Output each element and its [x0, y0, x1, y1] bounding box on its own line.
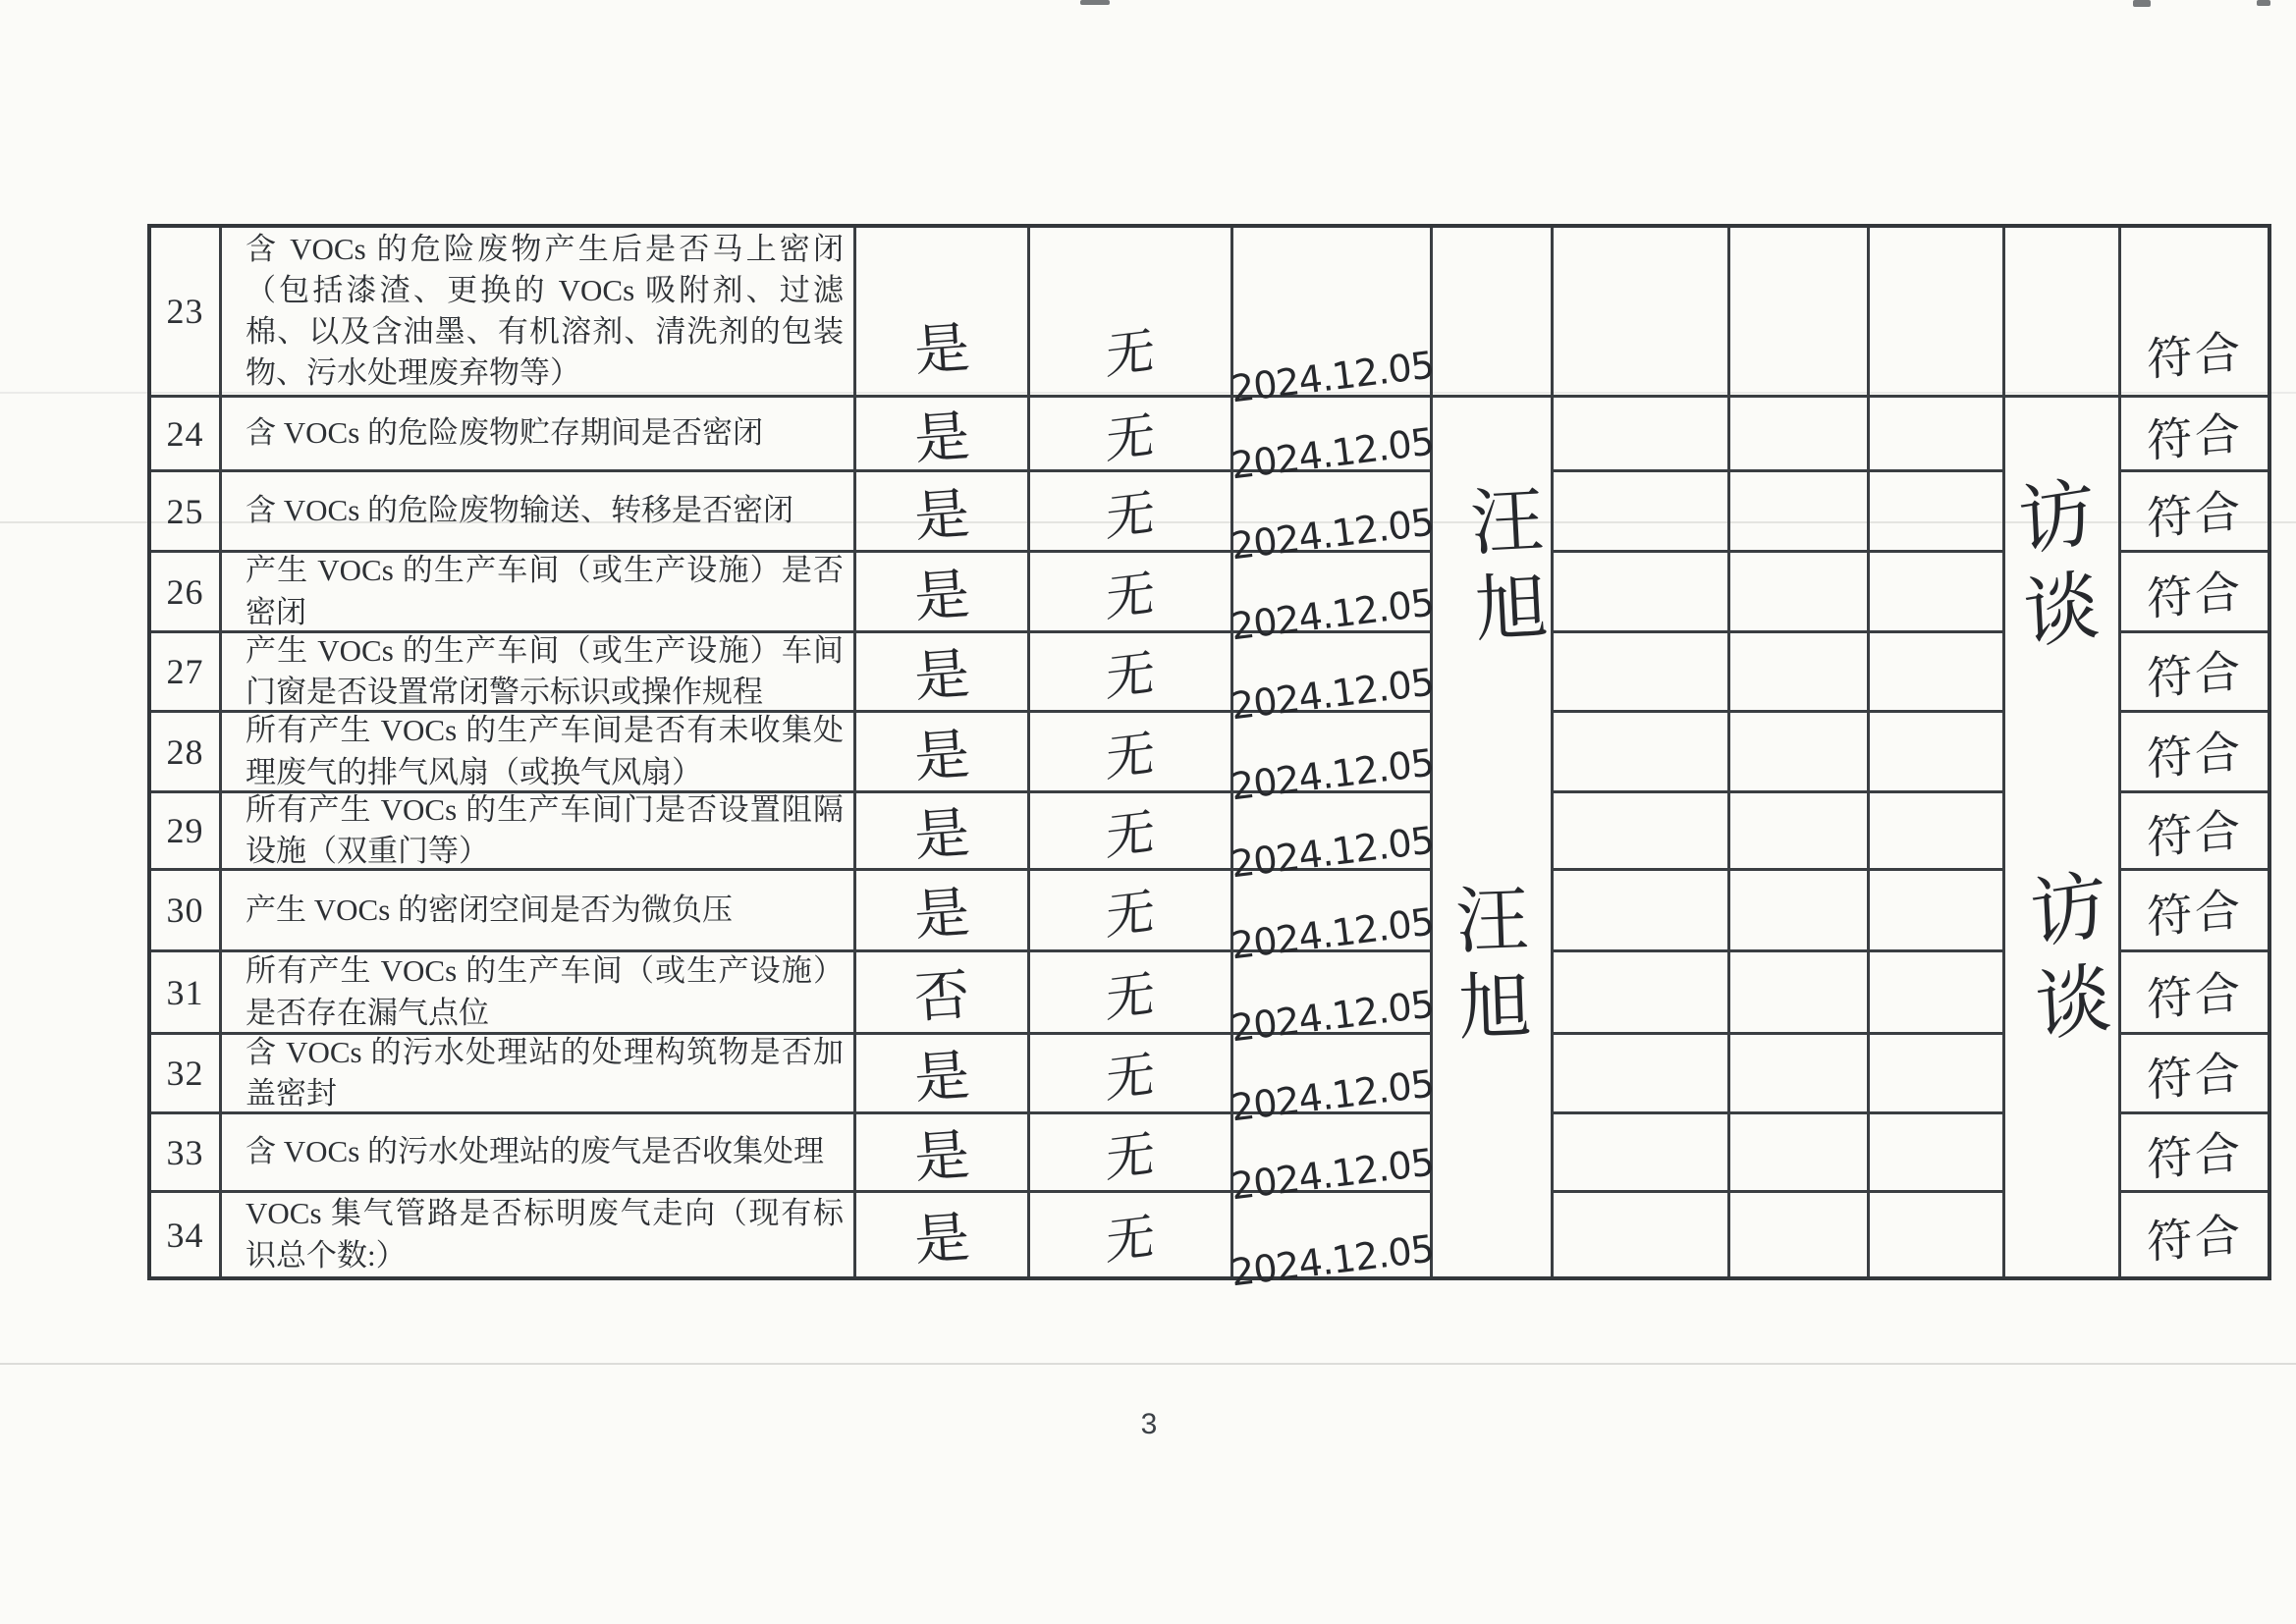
scan-edge-speck: [2133, 0, 2151, 7]
handwritten-text: 2024.12.05: [1229, 1061, 1437, 1130]
scan-edge-speck: [1080, 0, 1110, 5]
row-31-empty-cell: [1730, 952, 1870, 1035]
handwritten-text: 2024.12.05: [1229, 419, 1437, 488]
row-34-result: [2121, 1193, 2268, 1276]
printed-text: 34: [166, 1215, 204, 1255]
handwritten-text: 2024.12.05: [1229, 500, 1437, 568]
row-24-empty-cell: [1730, 398, 1870, 472]
row-24-problem-remark: [1030, 398, 1233, 472]
handwritten-text: 符合: [2146, 882, 2243, 945]
row-31-empty-cell: [1870, 952, 2005, 1035]
row-26-question: [222, 553, 856, 633]
row-27-answer-yes-no: [856, 633, 1030, 713]
row-33-result: [2121, 1114, 2268, 1193]
row-26-empty-cell: [1870, 553, 2005, 633]
row-30-answer-yes-no: [856, 871, 1030, 952]
printed-text: 产生 VOCs 的密闭空间是否为微负压: [246, 892, 734, 927]
printed-text: 含 VOCs 的危险废物输送、转移是否密闭: [246, 493, 794, 528]
row-25-empty-cell: [1730, 472, 1870, 553]
printed-text: 33: [166, 1132, 204, 1172]
handwritten-text: 是: [912, 881, 972, 948]
printed-text: 产生 VOCs 的生产车间（或生产设施）车间门窗是否设置常闭警示标识或操作规程: [246, 632, 844, 709]
row-25-answer-yes-no: [856, 472, 1030, 553]
row-29-result: [2121, 793, 2268, 871]
handwritten-text: 是: [912, 404, 972, 472]
row-28-empty-cell: [1554, 713, 1730, 793]
row-33-empty-cell: [1870, 1114, 2005, 1193]
row-32-result: [2121, 1035, 2268, 1114]
row-28-answer-yes-no: [856, 713, 1030, 793]
row-33-problem-remark: [1030, 1114, 1233, 1193]
handwritten-text: 是: [912, 316, 972, 384]
row-30-result: [2121, 871, 2268, 952]
row-32-row-no: [151, 1035, 222, 1114]
row-32-answer-yes-no: [856, 1035, 1030, 1114]
handwritten-text: 无: [1105, 964, 1156, 1028]
row-34-problem-remark: [1030, 1193, 1233, 1276]
handwritten-text: 符合: [2146, 1207, 2243, 1269]
row-23-result: [2121, 228, 2268, 398]
row-34-empty-cell: [1554, 1193, 1730, 1276]
scan-edge-speck: [2257, 0, 2270, 6]
row-25-result: [2121, 472, 2268, 553]
row-33-row-no: [151, 1114, 222, 1193]
row-34-answer-yes-no: [856, 1193, 1030, 1276]
row-29-empty-cell: [1554, 793, 1730, 871]
row-27-problem-remark: [1030, 633, 1233, 713]
handwritten-text: 是: [912, 481, 972, 550]
printed-text: 含 VOCs 的危险废物贮存期间是否密闭: [246, 415, 764, 451]
handwritten-text: 符合: [2146, 643, 2243, 706]
row-29-question: [222, 793, 856, 871]
row-33-empty-cell: [1554, 1114, 1730, 1193]
row-23-empty-cell: [1870, 228, 2005, 398]
printed-text: 含 VOCs 的污水处理站的废气是否收集处理: [246, 1134, 825, 1169]
handwritten-text: 2024.12.05: [1229, 899, 1437, 968]
printed-text: 产生 VOCs 的生产车间（或生产设施）是否密闭: [246, 553, 844, 629]
row-24-empty-cell: [1870, 398, 2005, 472]
handwritten-text: 否: [912, 962, 972, 1031]
handwritten-text: 符合: [2146, 564, 2243, 625]
row-27-empty-cell: [1870, 633, 2005, 713]
checklist-table: [147, 224, 2271, 1295]
handwritten-text: 无: [1105, 483, 1156, 547]
handwritten-text: 是: [912, 1044, 972, 1111]
handwritten-text: 无: [1105, 406, 1156, 469]
row-30-empty-cell: [1554, 871, 1730, 952]
printed-text: 32: [166, 1054, 204, 1093]
handwritten-text: 是: [912, 562, 972, 630]
handwritten-text: 无: [1105, 1124, 1156, 1188]
row-29-problem-remark: [1030, 793, 1233, 871]
handwritten-text: 2024.12.05: [1229, 740, 1437, 809]
row-32-problem-remark: [1030, 1035, 1233, 1114]
row-34-empty-cell: [1870, 1193, 2005, 1276]
handwritten-text: 2024.12.05: [1229, 1226, 1437, 1295]
row-28-row-no: [151, 713, 222, 793]
printed-text: 29: [166, 811, 204, 850]
row-34-check-date: [1229, 1193, 1437, 1295]
method-signature-2: 访谈: [2015, 862, 2113, 1062]
inspector-signature-1: 汪旭: [1456, 480, 1551, 659]
row-26-empty-cell: [1730, 553, 1870, 633]
row-26-check-date: [1229, 553, 1437, 649]
row-23-inspector-signature-cell: [1433, 228, 1554, 398]
printed-text: 27: [166, 652, 204, 691]
row-34-row-no: [151, 1193, 222, 1276]
handwritten-text: 符合: [2146, 724, 2243, 785]
row-23-empty-cell: [1730, 228, 1870, 398]
row-23-method-signature-cell: [2005, 228, 2121, 398]
handwritten-text: 无: [1105, 882, 1156, 947]
row-24-result: [2121, 398, 2268, 472]
row-30-row-no: [151, 871, 222, 952]
row-31-problem-remark: [1030, 952, 1233, 1035]
row-33-question: [222, 1114, 856, 1193]
row-24-empty-cell: [1554, 398, 1730, 472]
row-26-problem-remark: [1030, 553, 1233, 633]
printed-text: 31: [166, 972, 204, 1012]
row-30-check-date: [1229, 871, 1437, 968]
row-31-row-no: [151, 952, 222, 1035]
row-27-row-no: [151, 633, 222, 713]
handwritten-text: 是: [912, 722, 972, 790]
row-27-empty-cell: [1554, 633, 1730, 713]
page-number: 3: [1140, 1408, 1158, 1440]
handwritten-text: 符合: [2146, 1124, 2243, 1186]
handwritten-text: 2024.12.05: [1229, 660, 1437, 729]
handwritten-text: 无: [1105, 802, 1156, 867]
row-25-empty-cell: [1870, 472, 2005, 553]
row-26-result: [2121, 553, 2268, 633]
handwritten-text: 2024.12.05: [1229, 343, 1437, 411]
handwritten-text: 无: [1105, 643, 1156, 708]
row-32-empty-cell: [1730, 1035, 1870, 1114]
handwritten-text: 无: [1105, 321, 1156, 386]
row-31-result: [2121, 952, 2268, 1035]
row-24-row-no: [151, 398, 222, 472]
row-23-check-date: [1229, 228, 1437, 411]
row-33-empty-cell: [1730, 1114, 1870, 1193]
printed-text: 含 VOCs 的污水处理站的处理构筑物是否加盖密封: [246, 1034, 844, 1110]
printed-text: 25: [166, 491, 204, 531]
handwritten-text: 是: [912, 642, 972, 710]
handwritten-text: 符合: [2146, 406, 2243, 467]
printed-text: 含 VOCs 的危险废物产生后是否马上密闭（包括漆渣、更换的 VOCs 吸附剂、过滤棉、以及含油墨、有机溶剂、清洗剂的包装物、污水处理废弃物等）: [246, 231, 844, 391]
handwritten-text: 2024.12.05: [1229, 580, 1437, 649]
handwritten-text: 符合: [2146, 324, 2243, 387]
row-25-problem-remark: [1030, 472, 1233, 553]
row-27-empty-cell: [1730, 633, 1870, 713]
row-23-empty-cell: [1554, 228, 1730, 398]
row-23-question: [222, 228, 856, 398]
row-23-problem-remark: [1030, 228, 1233, 398]
row-30-empty-cell: [1870, 871, 2005, 952]
row-23-row-no: [151, 228, 222, 398]
inspector-signature-2: 汪旭: [1442, 880, 1534, 1056]
row-26-row-no: [151, 553, 222, 633]
handwritten-text: 符合: [2146, 1045, 2243, 1108]
row-32-empty-cell: [1870, 1035, 2005, 1114]
row-30-question: [222, 871, 856, 952]
row-28-result: [2121, 713, 2268, 793]
row-29-answer-yes-no: [856, 793, 1030, 871]
row-28-empty-cell: [1730, 713, 1870, 793]
handwritten-text: 是: [912, 1205, 972, 1273]
handwritten-text: 是: [912, 801, 972, 869]
printed-text: VOCs 集气管路是否标明废气走向（现有标识总个数:）: [246, 1196, 844, 1272]
method-signature-1: 访谈: [2003, 469, 2102, 670]
row-28-check-date: [1229, 713, 1437, 809]
row-29-row-no: [151, 793, 222, 871]
row-31-empty-cell: [1554, 952, 1730, 1035]
row-25-check-date: [1229, 472, 1437, 568]
handwritten-text: 是: [912, 1122, 972, 1191]
handwritten-text: 符合: [2146, 964, 2243, 1026]
row-32-check-date: [1229, 1035, 1437, 1130]
row-31-question: [222, 952, 856, 1035]
printed-text: 26: [166, 571, 204, 612]
row-34-empty-cell: [1730, 1193, 1870, 1276]
handwritten-text: 2024.12.05: [1229, 818, 1437, 887]
handwritten-text: 2024.12.05: [1229, 1140, 1437, 1209]
row-27-result: [2121, 633, 2268, 713]
row-27-check-date: [1229, 633, 1437, 729]
row-33-answer-yes-no: [856, 1114, 1030, 1193]
row-27-question: [222, 633, 856, 713]
row-31-check-date: [1229, 952, 1437, 1051]
row-25-row-no: [151, 472, 222, 553]
row-31-answer-yes-no: [856, 952, 1030, 1035]
row-28-problem-remark: [1030, 713, 1233, 793]
row-28-empty-cell: [1870, 713, 2005, 793]
row-33-check-date: [1229, 1114, 1437, 1209]
printed-text: 28: [166, 731, 204, 772]
row-25-empty-cell: [1554, 472, 1730, 553]
row-26-empty-cell: [1554, 553, 1730, 633]
row-28-question: [222, 713, 856, 793]
handwritten-text: 2024.12.05: [1229, 982, 1437, 1051]
handwritten-text: 符合: [2146, 483, 2243, 545]
row-26-answer-yes-no: [856, 553, 1030, 633]
row-30-problem-remark: [1030, 871, 1233, 952]
row-24-check-date: [1229, 398, 1437, 488]
row-32-question: [222, 1035, 856, 1114]
row-25-question: [222, 472, 856, 553]
row-32-empty-cell: [1554, 1035, 1730, 1114]
printed-text: 24: [166, 413, 204, 454]
printed-text: 30: [166, 891, 204, 930]
scan-streak: [0, 1363, 2296, 1365]
printed-text: 所有产生 VOCs 的生产车间门是否设置阻隔设施（双重门等）: [246, 791, 844, 868]
handwritten-text: 无: [1105, 564, 1156, 627]
row-23-answer-yes-no: [856, 228, 1030, 398]
row-24-question: [222, 398, 856, 472]
handwritten-text: 无: [1105, 1045, 1156, 1110]
handwritten-text: 无: [1105, 724, 1156, 787]
handwritten-text: 符合: [2146, 802, 2243, 865]
handwritten-text: 无: [1105, 1207, 1156, 1271]
printed-text: 所有产生 VOCs 的生产车间（或生产设施）是否存在漏气点位: [246, 953, 844, 1030]
row-29-empty-cell: [1730, 793, 1870, 871]
row-34-question: [222, 1193, 856, 1276]
printed-text: 所有产生 VOCs 的生产车间是否有未收集处理废气的排气风扇（或换气风扇）: [246, 713, 844, 789]
printed-text: 23: [166, 292, 204, 331]
row-24-answer-yes-no: [856, 398, 1030, 472]
row-29-empty-cell: [1870, 793, 2005, 871]
row-30-empty-cell: [1730, 871, 1870, 952]
row-29-check-date: [1229, 793, 1437, 887]
